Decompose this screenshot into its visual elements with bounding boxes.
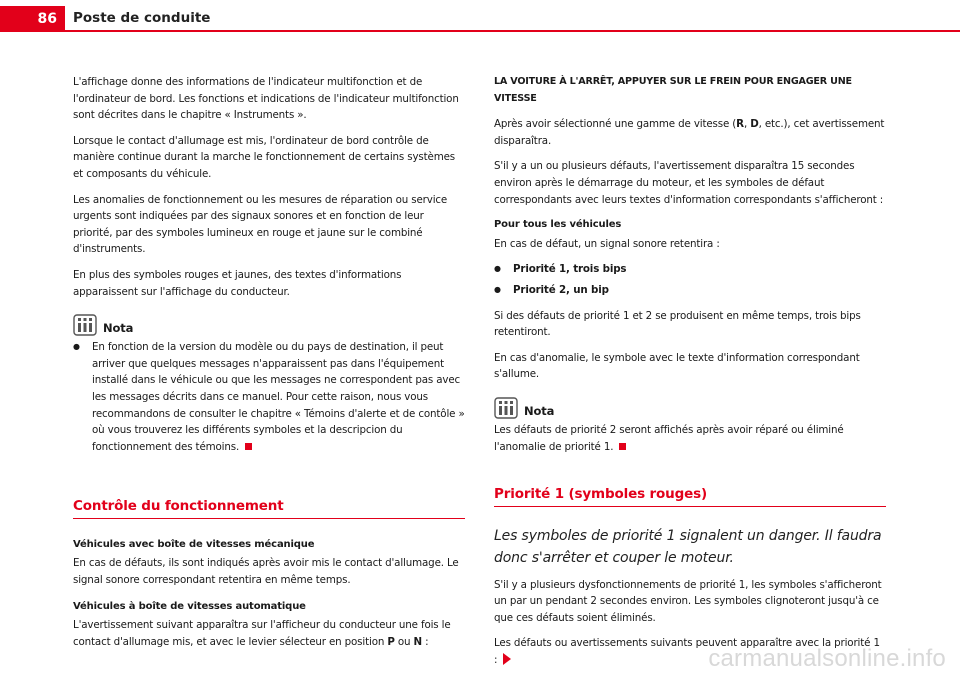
list-item: ● Priorité 1, trois bips bbox=[494, 261, 886, 278]
paragraph: Les anomalies de fonctionnement ou les mesures de réparation ou service urgents sont indiquées par des signaux sonores et en fonction de leur priorité, par des symboles lumineux en rouge et jaune sur le combiné d'instruments. bbox=[73, 193, 448, 256]
right-column bbox=[494, 74, 886, 678]
note-header bbox=[73, 314, 465, 336]
paragraph: Si des défauts de priorité 1 et 2 se produisent en même temps, trois bips retentiront. bbox=[494, 309, 861, 339]
warning-message: LA VOITURE À L'ARRÊT, APPUYER SUR LE FREIN POUR ENGAGER UNE VITESSE bbox=[494, 76, 852, 104]
note-bullet bbox=[73, 339, 465, 455]
paragraph: En cas de défaut, un signal sonore retentira : bbox=[494, 237, 720, 250]
page-header bbox=[0, 0, 960, 38]
subheading: Véhicules avec boîte de vitesses mécanique bbox=[73, 538, 315, 550]
paragraph: En plus des symboles rouges et jaunes, des textes d'informations apparaissent sur l'affichage du conducteur. bbox=[73, 268, 402, 298]
paragraph: L'avertissement suivant apparaîtra sur l'afficheur du conducteur une fois le contact d'allumage mis, et avec le levier sélecteur en position P ou N : bbox=[73, 619, 451, 648]
info-note-icon bbox=[494, 397, 518, 419]
end-mark-icon bbox=[619, 443, 626, 450]
subheading: Véhicules à boîte de vitesses automatique bbox=[73, 600, 306, 612]
note-header bbox=[494, 397, 886, 419]
paragraph: En cas d'anomalie, le symbole avec le texte d'information correspondant s'allume. bbox=[494, 351, 860, 381]
paragraph: S'il y a plusieurs dysfonctionnements de priorité 1, les symboles s'afficheront un par un pendant 2 secondes environ. Les symboles clignoteront jusqu'à ce que ces défauts soient éliminés. bbox=[494, 578, 882, 624]
subheading: Pour tous les véhicules bbox=[494, 219, 622, 231]
header-rule bbox=[65, 30, 960, 32]
note-bullet-text: En fonction de la version du modèle ou du pays de destination, il peut arriver que quelques messages n'apparaissent pas dans l'équipement installé dans le véhicule ou que les messages ne correspondent pas avec les messages décrits dans ce manuel. Pour cette raison, nous vous recommandons de consulter le chapitre « Témoins d'alerte et de contôle » où vous trouverez les différents symboles et la descripcion du fonctionnement des témoins. bbox=[92, 341, 465, 453]
note-box bbox=[73, 314, 465, 455]
note-title: Nota bbox=[103, 320, 134, 335]
end-mark-icon bbox=[245, 443, 252, 450]
paragraph: Les défauts ou avertissements suivants peuvent apparaître avec la priorité 1 : bbox=[494, 637, 880, 667]
note-title: Nota bbox=[524, 403, 555, 418]
page-number: 86 bbox=[0, 6, 65, 32]
section-title: Contrôle du fonctionnement bbox=[73, 498, 465, 519]
left-column bbox=[73, 74, 465, 659]
info-note-icon bbox=[73, 314, 97, 336]
paragraph: Lorsque le contact d'allumage est mis, l'ordinateur de bord contrôle de manière continue durant la marche le fonctionnement de certains systèmes et composants du véhicule. bbox=[73, 134, 455, 180]
paragraph: En cas de défauts, ils sont indiqués après avoir mis le contact d'allumage. Le signal sonore correspondant retentira en même temps. bbox=[73, 557, 459, 587]
section-title: Priorité 1 (symboles rouges) bbox=[494, 486, 886, 507]
watermark: carmanualsonline.info bbox=[708, 645, 946, 672]
continue-arrow-icon bbox=[503, 653, 511, 665]
list-item: ● Priorité 2, un bip bbox=[494, 282, 886, 299]
lead-paragraph: Les symboles de priorité 1 signalent un danger. Il faudra donc s'arrêter et couper le moteur. bbox=[494, 527, 882, 566]
paragraph: Après avoir sélectionné une gamme de vitesse (R, D, etc.), cet avertissement disparaîtra. bbox=[494, 118, 885, 147]
note-box bbox=[494, 397, 886, 455]
paragraph: S'il y a un ou plusieurs défauts, l'avertissement disparaîtra 15 secondes environ après le démarrage du moteur, et les symboles de défaut correspondants avec leurs textes d'information correspondants s'afficheront : bbox=[494, 160, 884, 206]
chapter-title: Poste de conduite bbox=[73, 10, 211, 26]
bullet-icon bbox=[494, 282, 513, 299]
paragraph: L'affichage donne des informations de l'indicateur multifonction et de l'ordinateur de bord. Les fonctions et indications de l'indicateur multifonction sont décrites dans le chapitre « Instruments ». bbox=[73, 76, 459, 122]
bullet-icon bbox=[73, 339, 92, 455]
bullet-icon bbox=[494, 261, 513, 278]
note-text: Les défauts de priorité 2 seront affichés après avoir réparé ou éliminé l'anomalie de priorité 1. bbox=[494, 423, 844, 453]
